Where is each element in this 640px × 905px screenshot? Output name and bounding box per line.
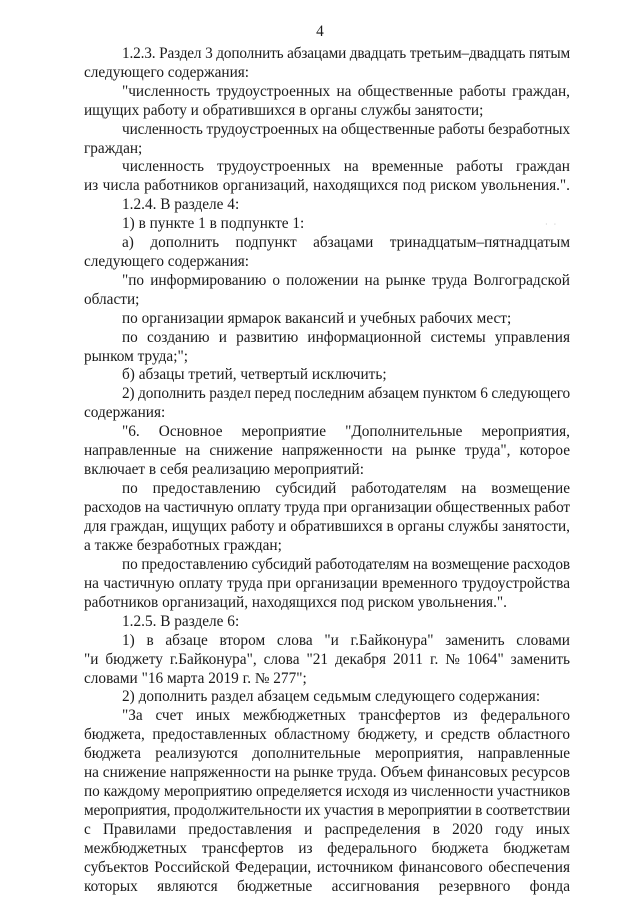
text-line: 1) в абзаце втором слова "и г.Байконура" заменить словами — [122, 632, 570, 649]
text-line: рынком труда;"; — [84, 348, 188, 365]
text-line: "по информированию о положении на рынке труда Волгоградской — [122, 272, 570, 289]
scan-smudge: · ‧ — [545, 220, 559, 229]
text-line: "численность трудоустроенных на общественные работы граждан, — [122, 83, 570, 100]
text-line: по созданию и развитию информационной системы управления — [122, 329, 570, 346]
text-line: с Правилами предоставления и распределения в 2020 году иных — [84, 821, 570, 838]
text-line: расходов на частичную оплату труда при организации общественных работ — [84, 499, 570, 516]
text-line: словами "16 марта 2019 г. № 277"; — [84, 670, 307, 687]
text-line: следующего содержания: — [84, 64, 250, 81]
text-line: которых являются бюджетные ассигнования резервного фонда — [84, 878, 570, 895]
text-line: 1.2.5. В разделе 6: — [122, 613, 240, 630]
text-line: по организации ярмарок вакансий и учебных рабочих мест; — [122, 310, 512, 327]
text-line: граждан; — [84, 140, 143, 157]
text-line: на частичную оплату труда при организации временного трудоустройства — [84, 575, 570, 592]
text-line: ищущих работу и обратившихся в органы службы занятости; — [84, 102, 484, 119]
text-line: б) абзацы третий, четвертый исключить; — [122, 366, 387, 383]
text-line: работников организаций, находящихся под риском увольнения.". — [84, 594, 507, 611]
text-line: а) дополнить подпункт абзацами тринадцатым–пятнадцатым — [122, 234, 570, 251]
text-line: из числа работников организаций, находящихся под риском увольнения.". — [84, 177, 570, 194]
page-number: 4 — [316, 23, 324, 40]
text-line: 2) дополнить раздел перед последним абзацем пунктом 6 следующего — [122, 385, 570, 402]
text-line: 1) в пункте 1 в подпункте 1: — [122, 215, 305, 232]
text-line: мероприятия, продолжительности их участия в мероприятии в соответствии — [84, 802, 570, 819]
text-line: содержания: — [84, 404, 166, 421]
text-line: включает в себя реализацию мероприятий: — [84, 461, 364, 478]
text-line: по предоставлению субсидий работодателям на возмещение — [122, 480, 570, 497]
text-line: 2) дополнить раздел абзацем седьмым следующего содержания: — [122, 688, 541, 705]
text-line: а также безработных граждан; — [84, 537, 282, 554]
text-line: по предоставлению субсидий работодателям на возмещение расходов — [122, 556, 570, 573]
text-line: межбюджетных трансфертов из федерального бюджета бюджетам — [84, 840, 570, 857]
text-line: численность трудоустроенных на общественные работы безработных — [122, 121, 570, 138]
text-line: "За счет иных межбюджетных трансфертов из федерального — [122, 707, 570, 724]
text-line: на снижение напряженности на рынке труда. Объем финансовых ресурсов — [84, 764, 570, 781]
text-line: бюджета, предоставленных областному бюджету, и средств областного — [84, 726, 570, 743]
text-line: 1.2.3. Раздел 3 дополнить абзацами двадцать третьим–двадцать пятым — [122, 45, 570, 62]
text-line: по каждому мероприятию определяется исходя из численности участников — [84, 783, 570, 800]
text-line: численность трудоустроенных на временные работы граждан — [122, 158, 570, 175]
text-line: "6. Основное мероприятие "Дополнительные мероприятия, — [122, 423, 570, 440]
text-line: области; — [84, 291, 140, 308]
text-line: 1.2.4. В разделе 4: — [122, 196, 240, 213]
text-line: для граждан, ищущих работу и обратившихся в органы службы занятости, — [84, 518, 570, 535]
text-line: бюджета реализуются дополнительные мероприятия, направленные — [84, 745, 570, 762]
text-line: "и бюджету г.Байконура", слова "21 декабря 2011 г. № 1064" заменить — [84, 651, 570, 668]
text-line: следующего содержания: — [84, 253, 250, 270]
text-line: направленные на снижение напряженности на рынке труда", которое — [84, 442, 570, 459]
text-line: субъектов Российской Федерации, источником финансового обеспечения — [84, 859, 570, 876]
